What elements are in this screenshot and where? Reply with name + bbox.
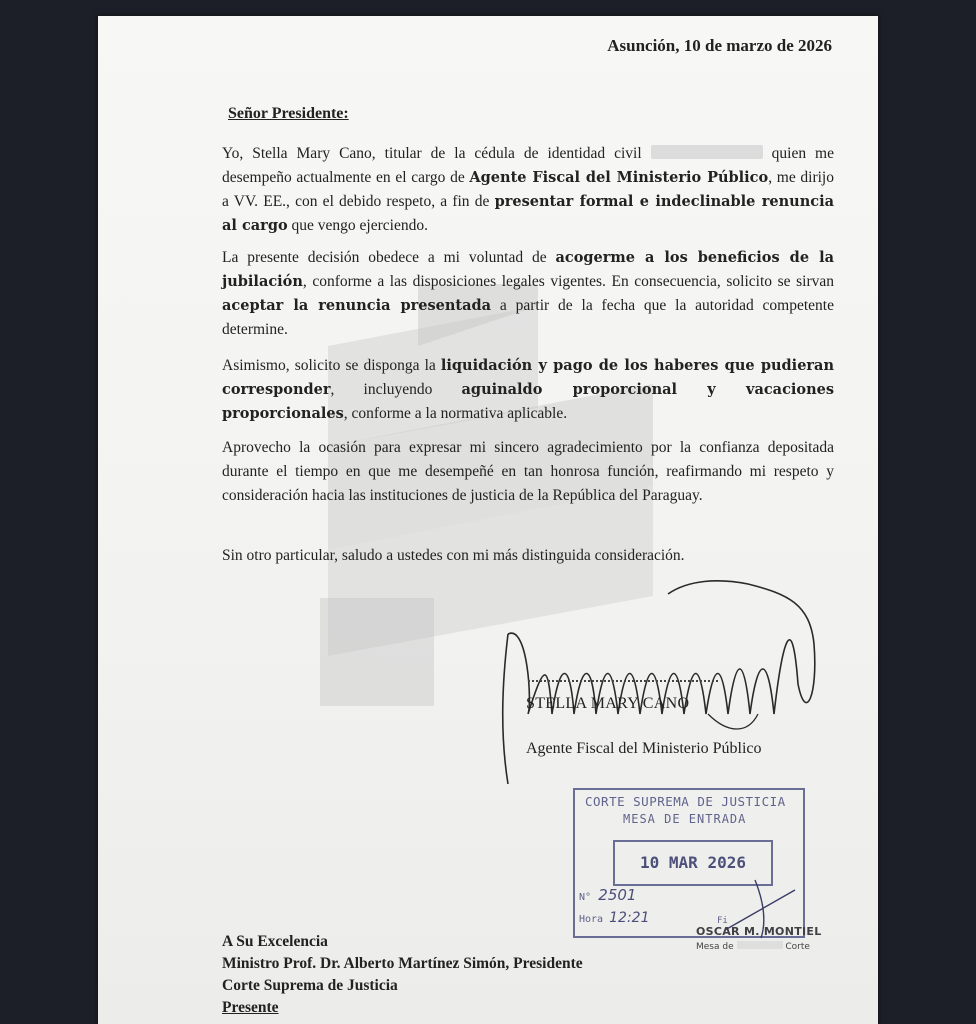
officer-sub-2: Corte [785, 942, 810, 952]
p3-text-2: , incluyendo [330, 381, 462, 398]
stamp-date: 10 MAR 2026 [613, 840, 773, 886]
stamp-number [579, 886, 636, 904]
p1-text-2: quien me desempeño actualmente en el cargo de [222, 145, 834, 186]
addressee-line-3: Corte Suprema de Justicia [222, 977, 398, 994]
handwritten-signature [488, 564, 828, 804]
p2-text-2: , conforme a las disposiciones legales vigentes. En consecuencia, solicito se sirvan [302, 273, 834, 290]
stamp-hora-label: Hora [579, 914, 604, 925]
reception-stamp [573, 788, 805, 938]
signatory-name-text: STELLA MARY CANO [526, 695, 690, 712]
addressee-line-1: A Su Excelencia [222, 933, 328, 950]
signatory-title: Agente Fiscal del Ministerio Público [526, 740, 762, 757]
p2-text-1: La presente decisión obedece a mi voluntad de [222, 249, 556, 266]
stamp-time [579, 910, 649, 926]
stamp-number-value: 2501 [598, 886, 637, 904]
paragraph-gratitude: Aprovecho la ocasión para expresar mi sincero agradecimiento por la confianza depositada durante el tiempo en que me desempeñé en tan honrosa función, reafirmando mi respeto y consideración hacia las instituciones de justicia de la República del Paraguay. [222, 439, 834, 504]
p1-bold-2: presentar formal e indeclinable renuncia al cargo [222, 193, 834, 234]
officer-sub-1: Mesa de [696, 942, 734, 952]
officer-redacted [737, 941, 783, 949]
letter-page [98, 16, 878, 1024]
addressee-block [222, 931, 583, 1019]
p2-text-3: a partir de la fecha que la autoridad competente determine. [222, 297, 834, 338]
addressee-line-2: Ministro Prof. Dr. Alberto Martínez Simón, Presidente [222, 955, 583, 972]
p1-text-1: Yo, Stella Mary Cano, titular de la cédula de identidad civil [222, 145, 651, 162]
letter-date: Asunción, 10 de marzo de 2026 [607, 36, 832, 55]
salutation: Señor Presidente: [228, 105, 349, 122]
p1-text-3: , me dirijo a VV. EE., con el debido respeto, a fin de [222, 169, 834, 210]
p3-bold-2: aguinaldo proporcional y vacaciones proporcionales [222, 381, 835, 422]
p3-bold-1: liquidación y pago de los haberes que pudieran corresponder [222, 357, 834, 398]
officer-subtitle [696, 941, 810, 952]
stamp-firma-label: Fi [717, 916, 728, 926]
paragraph-liquidation [222, 354, 834, 426]
closing-line: Sin otro particular, saludo a ustedes con mi más distinguida consideración. [222, 547, 685, 564]
addressee-line-4: Presente [222, 999, 279, 1016]
p3-text-3: , conforme a la normativa aplicable. [343, 405, 568, 422]
stamp-court-name: CORTE SUPREMA DE JUSTICIA [585, 794, 786, 809]
signatory-name [526, 695, 689, 713]
p2-bold-1: acogerme a los beneficios de la jubilación [222, 249, 834, 290]
stamp-hora-value: 12:21 [609, 910, 650, 926]
p3-text-1: Asimismo, solicito se disponga la [222, 357, 441, 374]
officer-name: OSCAR M. MONTIEL [696, 925, 822, 938]
p1-bold-1: Agente Fiscal del Ministerio Público [469, 169, 769, 186]
stamp-office: MESA DE ENTRADA [623, 812, 747, 826]
redacted-id-number [651, 145, 763, 159]
paragraph-retirement [222, 246, 834, 342]
signature-line [528, 680, 718, 682]
stamp-number-label: N° [579, 892, 592, 903]
p1-text-4: que vengo ejerciendo. [287, 217, 428, 234]
p2-bold-2: aceptar la renuncia presentada [222, 297, 492, 314]
paragraph-resignation [222, 142, 834, 238]
